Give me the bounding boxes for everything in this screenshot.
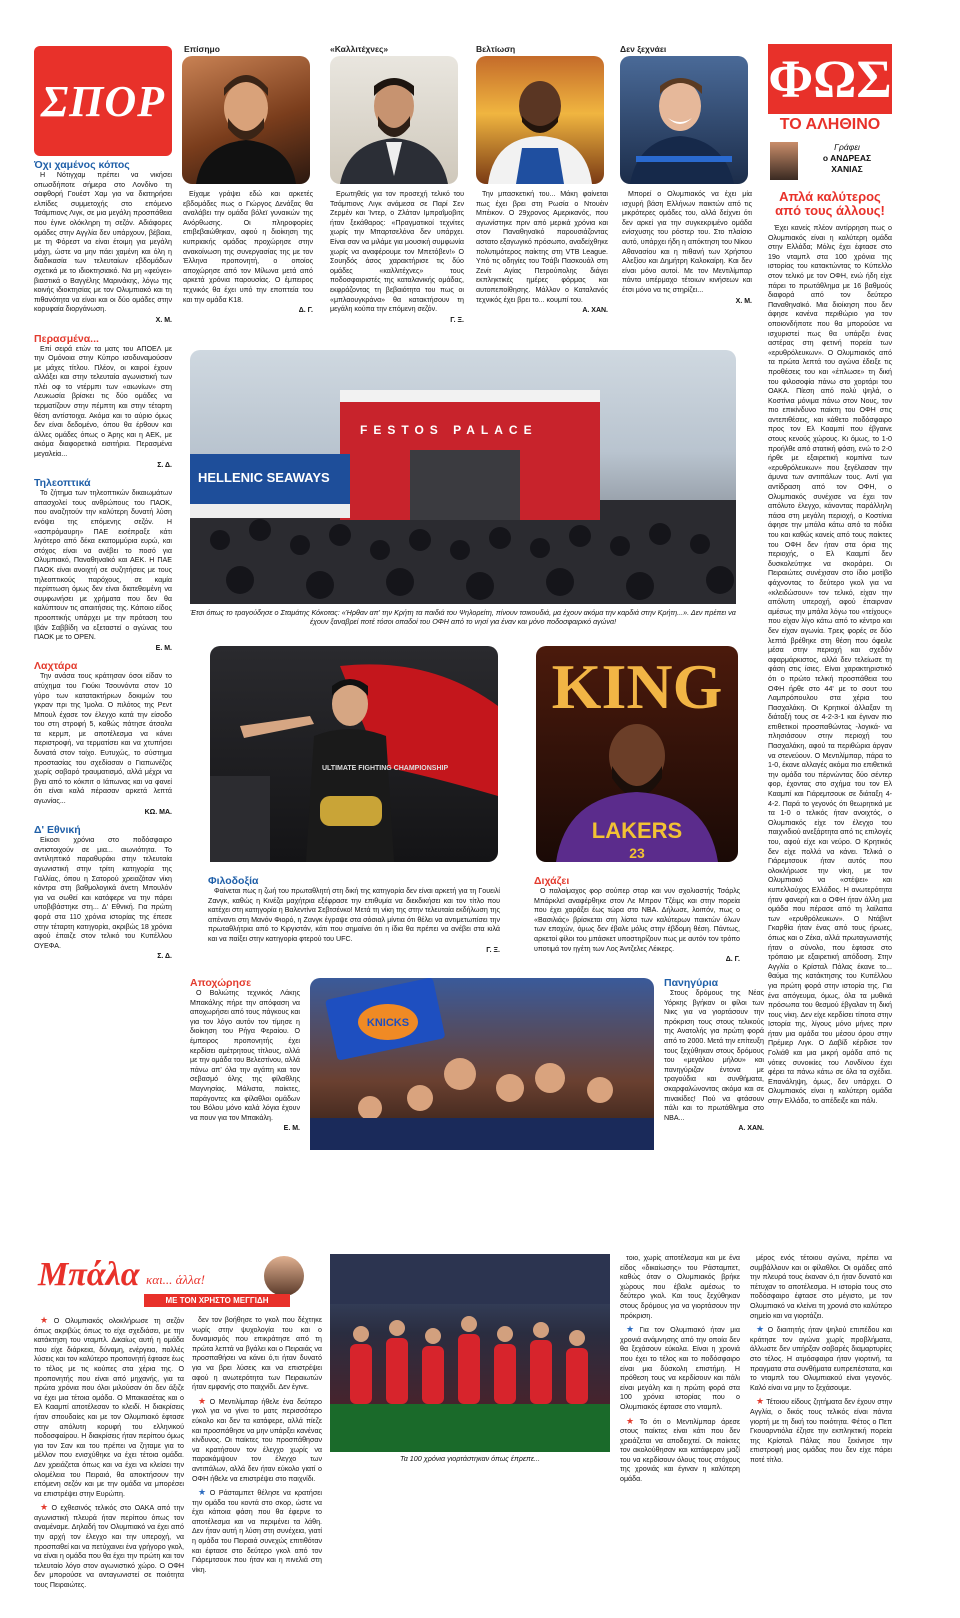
mid-sig-1: Ε. Μ. — [283, 1125, 300, 1133]
knicks-photo — [310, 978, 654, 1150]
king-scene — [536, 646, 738, 862]
col1-sig-3: Ε. Μ. — [155, 644, 172, 652]
mpala-logo — [34, 1256, 320, 1308]
king-word: KING — [551, 651, 723, 722]
ferry-scene — [190, 350, 736, 604]
mpala-body-1: ★ Ο Ολυμπιακός ολοκλήρωσε τη σεζόν όπως ακριβώς όπως το είχε σχεδιάσει, με την κατάκτηση του νταμπλ. Δικαίως αυτή η ομάδα που είχε διάρκεια, δύναμη, ενέργεια, πολλές λύσεις και τον καλύτερο προπονητή έφτασε έως το τέλος με τις κούπες στα χέρια της. Ο προπονητής που είναι από μηχανής, για τα πρώτα χρόνια που όλοι μιλούσαν ότι δεν άξιζε να έχει μια τέτοια ομάδα. Ο Μπακασέτας και ο Ελ Κααμπί αποτέλεσαν το κλειδί. Η διακρίσεις ήταν σπουδαίες και με τον Ολυμπιακό έφτασε στην απόλυτη κορυφή του ελληνικού ποδοσφαίρου. Η διακρίσεις ήταν περίπου όμως για τον Σαν και του πρέπει να ζηταμε για το μέλλον που ενισχύθηκε να έχει τέτοια ομάδα. Δεν χρειάζεται όπως και να έχει να κλείσει την ολομέλεια του Πειραιά, θα αποκτήσουν την επόμενη σεζόν και με την ομάδα να μπορέσει να επιστρέψει στην Ευρώπη. — [34, 1315, 184, 1498]
mpala-body-1b: ★ Ο εχθεσινός τελικός στο ΟΑΚΑ από την αγωνιστική πλευρά ήταν περίπου όπως τον αναμέναμε. Δηλαδή τον Ολυμπιακό να έχει από την αρχή τον έλεγχο και την υπεροχή, να προσπαθεί και να πετύχαινει ένα γρήγορο γκολ, να είναι η ομάδα που θα έχει την πρώτη και τον τελευταίο λόγο στον αγωνιστικό χώρο. Ο ΟΦΗ δεν μπορούσε να ανταγωνιστεί σε ποιότητα τους Πειραιώτες. — [34, 1502, 184, 1590]
col1-body-5: Είκοσι χρόνια στο ποδόσφαιρο αντιστοιχούν σε μια... αιωνιότητα. Το αντιληπτικό παραθυράκι στην τελευταία αγωνιστική στην τρίτη κατηγορία της Γαλλίας, όπου η Σατορού χρειαζόταν νίκη κόντρα στη βαθμολογικά άνετη Μπουλόν για να σωθεί και κατάφερε να την πάρει υποβιβάστηκε στη... Δ' Εθνική. Για πρώτη φορά στα 110 χρόνια ιστορίας της έπεσε στην τέταρτη κατηγορία, ακριβώς 18 χρόνια αφού έπαιζε στον τελικό του Κυπέλλου ΟΥΕΦΑ. — [34, 836, 172, 950]
top-sig-2: Γ. Ξ. — [450, 316, 464, 324]
top-tags — [180, 44, 760, 56]
ufc-body: Φαίνεται πως η ζωή του πρωταθλητή στη δική της κατηγορία δεν είναι αρκετή για τη Γουειλί Ζανγκ, καθώς η Κινέζα μαχήτρια εξέφρασε την επιθυμία να διεκδικήσει και τον τίτλο που κατέχει στη κατηγορία η Βαλεντίνα Σεβτσένκο! Μετά τη νίκη της στην τελευταία εκδήλωση της απέναντι στη Μανόν Φιορό, η Ζανγκ έγραψε στα σόσιαλ μίντια ότι θέλει να αντιμετωπίσει την πρωταθλήτρια από το Κιργιστάν, κάτι που σημαίνει ότι η ίδια θα πρέπει να ανέβει στα κιλά και να παίξει στην κατηγορία φτερού του UFC. — [208, 887, 500, 943]
col1-body-1: Η Νότιγχαμ πρέπει να νικήσει οπωσδήποτε σήμερα στο Λονδίνο τη σαφθορή Γουέστ Χαμ για να διατηρήσει ελπίδες συμμετοχής στο επόμενο Τσάμπιονς Λιγκ, σε μια μεγάλη προσπάθεια που έγινε ολόκληρη τη σεζόν. Αδιάφορες ομάδες στην Αγγλία δεν υπάρχουν, βέβαια, με τη Φόρεστ να είναι έτοιμη για μεγάλη μάχη, ώστε να μην πάει χαμένη και όλη η διαδικασία των τελευταίων εβδομάδων σχετικά με το ιδιοκτησιακό. Να μη «φεύγει» βιαστικά ο Βαγγέλης Μαρινάκης, λόγω της κοινής ιδιοκτησίας με τον Ολυμπιακό και τη πιθανότητα να είναι και οι δύο ομάδες στην κορυφαία διοργάνωση. — [34, 171, 172, 314]
mpala-body-1-text: Ο Ολυμπιακός ολοκλήρωσε τη σεζόν όπως ακριβώς όπως το είχε σχεδιάσει, με την κατάκτηση του νταμπλ. Δικαίως αυτή η ομάδα που είχε διάρκεια, δύναμη, ενέργεια, πολλές λύσεις και τον καλύτερο προπονητή έφτασε έως το τέλος με τις κούπες στα χέρια της. Ο προπονητής που είναι από μηχανής, για τα πρώτα χρόνια που όλοι μιλούσαν ότι δεν άξιζε να έχει μια τέτοια ομάδα. Ο Μπακασέτας και ο Ελ Κααμπί αποτέλεσαν το κλειδί. Η διακρίσεις ήταν σπουδαίες και με τον Ολυμπιακό έφτασε στην απόλυτη κορυφή του ελληνικού ποδοσφαίρου. Η διακρίσεις ήταν περίπου όμως για τον Σαν και του πρέπει να ζηταμε για το μέλλον που ενισχύθηκε να έχει τέτοια ομάδα. Δεν χρειάζεται όπως και να έχει να κλείσει την ολομέλεια του Πειραιά, θα αποκτήσουν την επόμενη σεζόν και με την ομάδα να μπορέσει να επιστρέψει στην Ευρώπη. — [34, 1317, 184, 1498]
col1-head-2: Περασμένα... — [34, 332, 99, 345]
ufc-head: Φιλοδοξία — [208, 875, 259, 887]
mpala-body-4c-text: Τέτοιου είδους ζητήματα δεν έχουν στην Αγγλία, ο δικός τους τελικός είναι πάντα γιορτή με τη δική του ποιότητα. Φέτος ο Πεπ Γκουαρντιόλα έζησε την εκπληκτική πορεία της Κρίσταλ Πάλας που ξεκίνησε την επιστροφή μιας ομάδας που δεν είχε πάρει ποτέ τίτλο. — [750, 1398, 892, 1464]
mpala-body-3b: ★ Για τον Ολυμπιακό ήταν μια χρονιά ανάμνησης από την οποία δεν θα ξεχάσουν εύκολα. Είναι η χρονιά που έχει το τέλος και το ποδόσφαιρο είναι μια δύσκολη επιστήμη. Η πρόθεση τους να κερδίσουν και πάλι είναι μεγάλη και η πρώτη φορά στα 100 χρόνια ιστορίας που ο Ολυμπιακός έφτασε στο νταμπλ. — [620, 1324, 740, 1411]
fos-subtitle: ΤΟ ΑΛΗΘΙΝΟ — [779, 116, 881, 133]
top-article-2 — [330, 190, 464, 340]
fos-logo-text: ΦΩΣ — [768, 49, 892, 109]
mpala-body-3b-text: Για τον Ολυμπιακό ήταν μια χρονιά ανάμνησης από την οποία δεν θα ξεχάσουν εύκολα. Είναι η χρονιά που έχει το τέλος και το ποδόσφαιρο είναι μια δύσκολη επιστήμη. Η πρόθεση τους να κερδίσουν και πάλι είναι μεγάλη και η πρώτη φορά στα 100 χρόνια ιστορίας που ο Ολυμπιακός έφτασε στο νταμπλ. — [620, 1326, 740, 1411]
mid-sig-2: Α. ΧΑΝ. — [738, 1125, 764, 1133]
ufc-photo — [210, 646, 498, 862]
fos-byline — [770, 140, 892, 184]
top-body-2: Ερωτηθείς για τον προσεχή τελικό του Τσάμπιονς Λιγκ ανάμεσα σε Παρί Σεν Ζερμέν και Ίντερ, ο Ζλάταν Ιμπραΐμοβιτς ήταν ξεκάθαρος: «Πραγματικοί τεχνίτες χωρίς την Μπαρτσελόνα δεν υπάρχει. Είναι σαν να μιλάμε για μουσική συμφωνία χωρίς να αναφέρουμε τον Μπετόβεν!» Ο Σουηδός άσος χαρακτήρισε τις δύο ομάδες «καλλιτέχνες» τους ποδοσφαιριστές της καταλανικής ομάδας, εκφράζοντας τη βεβαιότητα του πως οι «μπλαουγκράνα» θα κατακτήσουν τη μεγάλη κούπα την επόμενη σεζόν. — [330, 190, 464, 314]
fans — [358, 1058, 613, 1120]
king-jersey-num: 23 — [629, 845, 645, 861]
byline-line-3: ΧΑΝΙΑΣ — [831, 164, 863, 174]
col1-body-3: Το ζήτημα των τηλεοπτικών δικαιωμάτων απασχολεί τους ανθρώπους του ΠΑΟΚ, που αναζητούν την καλύτερη δυνατή λύση ενόψει της επόμενης σεζόν. Η «ασπρόμαυρη» ΠΑΕ εισέπραξε κάτι λιγότερο από δέκα εκατομμύρια ευρώ, και στόχος είναι να ανέβει το ποσό για Ολυμπιακό, Παναθηναϊκό και ΑΕΚ. Η ΠΑΕ ΠΑΟΚ είναι ανοιχτή σε συζητήσεις με τους τηλεοπτικούς παρόχους, σε καμία περίπτωση όμως δεν είναι διατεθειμένη να συμφωνήσει με χρήματα που δεν θα καλύπτουν τις απαιτήσεις της. Κάποιο είδος προοπτικής υπάρχει με την πρόταση του Ιβάν Σαββίδη να εξεταστεί ο αγώνας του ΠΑΟΚ με το OPEN. — [34, 489, 172, 642]
mpala-body-1b-text: Ο εχθεσινός τελικός στο ΟΑΚΑ από την αγωνιστική πλευρά ήταν περίπου όπως τον αναμέναμε. Δηλαδή τον Ολυμπιακό να έχει από την αρχή τον έλεγχο και την υπεροχή, να προσπαθεί και να πετύχαινει ένα γρήγορο γκολ, να είναι η ομάδα που θα έχει την πρώτη και τον τελευταίο λόγο στον αγωνιστικό χώρο. Ο ΟΦΗ δεν μπορούσε να ανταγωνιστεί σε ποιότητα τους Πειραιώτες. — [34, 1504, 184, 1590]
ship-name: FESTOS PALACE — [360, 423, 538, 437]
col1-head-5: Δ' Εθνική — [34, 824, 81, 837]
col1-sig-2: Σ. Δ. — [157, 461, 172, 469]
col1-sig-5: Σ. Δ. — [157, 953, 172, 961]
mpala-body-4b: ★ Ο διαιτητής ήταν ψηλού επιπέδου και κράτησε τον αγώνα χωρίς προβλήματα, άλλωστε δεν υπήρξαν σοβαρές διαμαρτυρίες στο τέλος. Η ατμόσφαιρα ήταν γιορτινή, τα πραγματα στα συνθήματα ευπρεπέστατα, και το νταμπλ του Ολυμπιακού είναι γεγονός. Καλό είναι να μην το ξεχάσουμε. — [750, 1324, 892, 1392]
king-photo — [536, 646, 738, 862]
mpala-col-3 — [620, 1254, 740, 1610]
mpala-body-4c: ★ Τέτοιου είδους ζητήματα δεν έχουν στην Αγγλία, ο δικός τους τελικός είναι πάντα γιορτή με τη δική του ποιότητα. Φέτος ο Πεπ Γκουαρντιόλα έζησε την εκπληκτική πορεία της Κρίσταλ Πάλας που ξεκίνησε την επιστροφή μιας ομάδας που δεν είχε πάρει ποτέ τίτλο. — [750, 1396, 892, 1464]
top-sig-3: Α. ΧΑΝ. — [582, 307, 608, 315]
top-body-4: Μπορεί ο Ολυμπιακός να έχει μία ισχυρή βάση Ελλήνων παικτών από τις μικρότερες ομάδες του, αλλά δείχνει ότι δεν αρκεί για την συγκεκριμένο ομάδα ενίσχυσης του ρόστερ του. Στο πλαίσιο αυτό, υπάρχει ήδη η απόκτηση του Νίκου Αθανασίου και η πιθανή των Χρήστου Αλεξίου και Δημήτρη Καλοκαίρη. Και δεν είναι μόνο αυτοί. Με τον Μεντιλίμπαρ πάντα υπέρμαχο τέτοιων κινήσεων και έτσι μόνο να τις στηρίζει... — [622, 190, 752, 294]
ferry-photo — [190, 350, 736, 604]
celebration-scene — [330, 1254, 610, 1452]
mpala-body-2: δεν τον βοήθησε το γκολ που δέχτηκε νωρίς στην ψυχολογία του και ο δυναμισμός που επικράτησε από τη πρώτα λεπτά να βγάλει και ο Πειραιάς να προσπαθήσει να κάνει ό,τι ήταν δυνατό για να βρει λύσεις και να επιστρέψει αφού η ανωτερότητα των Πειραιωτών ήταν εμφανής στο παιχνίδι. Δεν έγινε. — [192, 1316, 322, 1392]
king-sig: Δ. Γ. — [725, 956, 740, 964]
mpala-body-2c-text: Ο Ράσταμπετ θέλησε να κρατήσει την ομάδα του κοντά στο σκορ, ώστε να έχει κάποια φάση που θα έφερνε το αποτέλεσμα και να περιμένει τα λάθη. Δεν ήταν αυτή η λύση στη συνέχεια, γιατί η ομάδα του Πειραιά συνεχώς επιτιθόταν και έφτασε στο δεύτερο γκολ από τον Γιάρεμτσουκ που ήταν και η πινελιά στη νίκη. — [192, 1489, 322, 1574]
portrait-figure-2 — [330, 56, 458, 184]
mid-body-1: Ο Βολιώτης τεχνικός Λάκης Μπακάλης πήρε την απόφαση να αποχωρήσει από τους πάγκους και για τον λόγο αυτόν τον τίμησε η διοίκηση του Ρήγα Φεραίου. Ο έμπειρος προπονητής έχει κερδίσει αμέτρητους τίτλους, αλλά με την ομάδα του Βελεστίνου, αλλά πάνω απ' όλα την αγάπη και τον σεβασμό όλης της φίλαθλης Μαγνησίας. Μάλιστα, παίκτες, παράγοντες και φίλαθλοι ομάδων του Βόλου μόνο καλά λόγια έχουν να πουν για τον Μπακάλη. — [190, 989, 300, 1122]
col1-body-2: Επί σειρά ετών τα ματς του ΑΠΟΕΛ με την Ομόνοια στην Κύπρο ισοδυναμούσαν με μάχες τίτλου. Πλέον, οι καιροί έχουν αλλάξει και στην τελευταία αγωνιστική των πλέι οφ το ντέρμπι των «αιωνίων» στη Λευκωσία βρίσκει τις δύο ομάδες να τερματίζουν στην πέμπτη και στην τέταρτη θέση αντίστοιχα. Ακόμα και το αύριο όμως δεν είναι δεδομένο, όπου θα έρθουν και άλλες ομάδες όπως ο Άρης και η ΑΕΚ, με ακόμα διαφορετικά εισιτήρια. Περασμένα μεγαλεία... — [34, 344, 172, 459]
tag-3: Βελτίωση — [476, 44, 516, 54]
top-sig-1: Δ. Γ. — [298, 307, 313, 315]
top-article-1 — [183, 190, 313, 326]
knicks-scene — [310, 978, 654, 1150]
mpala-body-3c: ★ Το ότι ο Μεντιλίμπαρ άρεσε στους παίκτες είναι κάτι που δεν χρειάζεται να αποδειχτεί. Οι παίκτες τον ακολούθησαν και κατάφεραν μαζί του να κερδίσουν όλους τους στόχους της χρονιάς και έγιναν η καλύτερη ομάδα. — [620, 1415, 740, 1484]
fos-headline: Απλά καλύτερος από τους άλλους! — [775, 189, 885, 218]
tag-4: Δεν ξεχνάει — [620, 44, 667, 54]
byline-line-1: Γράφει — [834, 142, 860, 152]
king-head: Διχάζει — [534, 875, 570, 887]
mpala-body-4: μέρος ενός τέτοιου αγώνα, πρέπει να συμβάλλουν και οι φίλαθλοι. Οι ομάδες από την πλευρά τους έκαναν ό,τι ήταν δυνατό και πέτυχαν το αποτέλεσμα. Η ιστορία τους στο ποδόσφαιρο έφτασε στο μέγιστο, με τον Ολυμπιακό να κλείνει τη χρονιά στο καλύτερο σημείο και να γιορτάζει. — [750, 1254, 892, 1320]
mpala-subtitle: και... άλλα! — [146, 1272, 205, 1287]
tag-1: Επίσημο — [184, 44, 220, 54]
mpala-body-2b: ★ Ο Μεντιλίμπαρ ήθελε ένα δεύτερο γκολ για να γίνει το ματς περισσότερο εύκολο και δεν τα κατάφερε, αλλά πίεζε και προσπάθησε να μην υπάρξει κανένας κίνδυνος. Οι παίκτες του προσπάθησαν να κρατήσουν τον έλεγχο χωρίς να παρακάμψουν τον έλεγχο των αντιπάλων, αλλά δεν ήταν εύκολο γιατί ο ΟΦΗ ήθελε να επιστρέψει στο παιχνίδι. — [192, 1395, 323, 1483]
mpala-body-2b-text: Ο Μεντιλίμπαρ ήθελε ένα δεύτερο γκολ για να γίνει το ματς περισσότερο εύκολο και δεν τα κατάφερε, αλλά πίεζε και προσπάθησε να μην υπάρξει κανένας κίνδυνος. Οι παίκτες του προσπάθησαν να κρατήσουν τον έλεγχο χωρίς να παρακάμψουν τον έλεγχο των αντιπάλων, αλλά δεν ήταν εύκολο γιατί ο ΟΦΗ ήθελε να επιστρέψει στο παιχνίδι. — [192, 1397, 323, 1483]
king-jersey: LAKERS — [591, 818, 683, 843]
fos-logo — [768, 44, 892, 114]
knicks-sign: KNICKS — [366, 1017, 410, 1029]
mpala-col-1 — [34, 1316, 184, 1612]
portrait-figure-1 — [182, 56, 310, 184]
players — [350, 1334, 588, 1404]
col1-head-3: Τηλεοπτικά — [34, 477, 91, 490]
ferry-caption: Έτσι όπως το τραγούδησε ο Σταμάτης Κόκοτας: «Ήρθαν απ' την Κρήτη τα παιδιά του Ψηλορείτη, πίνουν τσικουδιά, μα έχουν ακόμα την καρδιά στην Κρήτη...». Δεν πρέπει να έχουν ξαναβρεί ποτέ τόσοι οπαδοί του ΟΦΗ από το νησί για έναν και μόνο ποδοσφαιρικό αγώνα! — [190, 608, 736, 626]
celebration-caption: Τα 100 χρόνια γιορτάστηκαν όπως έπρεπε... — [399, 1454, 541, 1463]
mpala-band: ΜΕ ΤΟΝ ΧΡΗΣΤΟ ΜΕΓΓΙΔΗ — [144, 1294, 290, 1307]
portrait-ibrahimovic — [330, 56, 458, 184]
section-title: ΣΠΟΡ — [40, 76, 166, 126]
ufc-sig: Γ. Ξ. — [486, 946, 500, 954]
portrait-denaxas — [182, 56, 310, 184]
top-body-1: Είχαμε γράψει εδώ και αρκετές εβδομάδες πως ο Γιώργος Δενάξας θα αναλάβει την ομάδα βόλεϊ γυναικών της Ανόρθωσης. Οι πληροφορίες επιβεβαιώθηκαν, αφού η διοίκηση της κυπριακής ομάδας προχώρησε στην ανακοίνωση της συνεργασίας της με τον Έλληνα προπονητή, ο οποίος αποχώρησε από τον Μίλωνα μετά από αρκετά χρόνια παρουσίας. Ο έμπειρος τεχνικός θα έχει υπό την εποπτεία του και την ομάδα Κ18. — [183, 190, 313, 304]
mid-head-1: Αποχώρησε — [190, 977, 252, 989]
col1-head-4: Λαχτάρα — [34, 660, 78, 673]
mpala-author-avatar — [264, 1256, 304, 1296]
ufc-article — [208, 875, 500, 954]
mid-body-2: Στους δρόμους της Νέας Υόρκης βγήκαν οι φίλοι των Νικς για να γιορτάσουν την πρόκριση τους στους τελικούς της Ανατολής για πρώτη φορά από το 2000. Μετά την επίτευξη τους ξεχύθηκαν στους δρόμους του «μεγάλου μήλου» και πανηγύριζαν έντονα με τραγούδια και συνθήματα, σκαρφαλώνοντας ακόμα και σε πινακίδες! Πού να φτάσουν πάλι και το πρωτάθλημα στο NBA... — [664, 989, 764, 1122]
top-article-3 — [476, 190, 608, 340]
top-article-4 — [622, 190, 752, 330]
portrait-figure-4 — [620, 56, 748, 184]
king-article — [534, 875, 740, 964]
celebration-photo — [330, 1254, 610, 1452]
author-avatar — [770, 142, 798, 180]
byline-line-2: ο ΑΝΔΡΕΑΣ — [822, 153, 872, 163]
col1-head-1: Όχι χαμένος κόπος — [34, 159, 130, 171]
portrait-figure-3 — [476, 56, 604, 184]
mpala-body-4b-text: Ο διαιτητής ήταν ψηλού επιπέδου και κράτησε τον αγώνα χωρίς προβλήματα, άλλωστε δεν υπήρξαν σοβαρές διαμαρτυρίες στο τέλος. Η ατμόσφαιρα ήταν γιορτινή, τα πραγματα στα συνθήματα ευπρεπέστατα, και το νταμπλ του Ολυμπιακού είναι γεγονός. Καλό είναι να μην το ξεχάσουμε. — [750, 1326, 892, 1392]
ship-label: HELLENIC SEAWAYS — [198, 470, 330, 485]
top-body-3: Την μπασκετική του... Μάκη φαίνεται πως έχει βρει στη Ρωσία ο Ντουέιν Μπέικον. Ο 29χρονος Αμερικανός, που αγωνίστηκε πριν από μερικά χρόνια και στον Παναθηναϊκό παρουσιάζοντας αστατο εξαγωγικό πρόσωπο, αναδείχθηκε πολυτιμότερος παίκτης στη VTB League. Υπό τις οδηγίες του Τσάβι Πασκουάλ στη Ζενίτ Αγίας Πετρούπολης διάγει εκπληκτικές ημέρες φόρμας και αυτοπεποίθησης. Μάλλον ο Καταλανός τεχνικός έχει βρει το... κουμπί του. — [476, 190, 608, 304]
portrait-bacon — [476, 56, 604, 184]
mid-article-2 — [664, 978, 764, 1158]
mpala-body-3c-text: Το ότι ο Μεντιλίμπαρ άρεσε στους παίκτες είναι κάτι που δεν χρειάζεται να αποδειχτεί. Οι παίκτες τον ακολούθησαν και κατάφεραν μαζί του να κερδίσουν όλους τους στόχους της χρονιάς και έγιναν η καλύτερη ομάδα. — [620, 1417, 740, 1484]
mpala-body-2c: ★ Ο Ράσταμπετ θέλησε να κρατήσει την ομάδα του κοντά στο σκορ, ώστε να έχει κάποια φάση που θα έφερνε το αποτέλεσμα και να περιμένει τα λάθη. Δεν ήταν αυτή η λύση στη συνέχεια, γιατί η ομάδα του Πειραιά συνεχώς επιτιθόταν και έφτασε στο δεύτερο γκολ από τον Γιάρεμτσουκ που ήταν και η πινελιά στη νίκη. — [192, 1487, 322, 1574]
portrait-alexiou — [620, 56, 748, 184]
mpala-col-2 — [192, 1316, 322, 1612]
king-body: Ο παλαίμαχος φορ σούπερ σταρ και νυν σχολιαστής Τσάρλς Μπάρκλεϊ αναφέρθηκε στον Λε Μπρον Τζέιμς και στην πορεία που έχει χαράξει έως τώρα στο NBA. Δήλωσε, λοιπόν, πως ο «Βασιλιάς» βρίσκεται στη λίστα των καλύτερων παικτών όλων των εποχών, όμως δεν έβαλε μόλις στην έβδομη θέση. Πάντως, αρκετοί φίλοι του μπάσκετ υποστηρίζουν πως με αυτόν τον τρόπο υποτιμά τον ηγέτη των Λος Άντζελες Λέικερς. — [534, 887, 740, 953]
col1-body-4: Την ανάσα τους κράτησαν όσοι είδαν το ατύχημα του Γιούκι Τσουνόντα στον 10 γύρο των κατατακτήριων δοκιμών του γκραν πρι της Ίμολα. Ο πιλότος της Ρεντ Μπουλ έχασε τον έλεγχο κατά την είσοδο του στη στροφή 5, καθώς πάτησε άτσαλα τα κερμπ, με αποτέλεσμα να κάνει περιστροφή, να τερματίσει και να χτυπήσει δυνατά στον τοίχο. Ευτυχώς, το σύστημα προστασίας του σχεδίασαν ο Γιαπωνέζος χωρίς σοβαρό τραυματισμό, αλλά μέχρι να βγει από το κόκπιτ ο Ιάπωνας και να φανεί ότι είναι καλά πέρασαν αρκετά λεπτά αγωνίας... — [34, 672, 172, 806]
fos-body-text: Έχει κανείς πλέον αντίρρηση πως ο Ολυμπιακός είναι η καλύτερη ομάδα στην Ελλάδα; Μόλις έχει έφτασε στο 19ο νταμπλ στα 100 χρόνια της ιστορίας του κατακτώντας το Κύπελλο στον τελικό με τον ΟΦΗ, ενώ ήδη είχε πάρει το πρωτάθλημα με 16 βαθμούς διαφορά από τον δεύτερο Παναθηναϊκό. Μια διοίκηση που δεν άφησε κανένα περιθώριο για τον οποιονδήποτε που θα μπορούσε να ισχυριστεί πως θα υπάρξει ένας αστέρας στη φετινή πορεία των «ερυθρόλευκων». Ο Ολυμπιακός από τα πρώτα λεπτά του αγώνα έδειξε τις προθέσεις του και «έπλωσε» τη δική του φιλοσοφία πάνω στο χορτάρι του ΟΑΚΑ. Πίεση από πολύ ψηλά, ο Κοστίνια μόνιμα πάνω στον Νους, τον πιο επικίνδυνο παίκτη του ΟΦΗ στις αντεπιθέσεις, και κάθετο ποδόσφαιρο προς τον Ελ Κααμπί που έβγαινε στους κενούς χώρους. Κι όμως, το 1-0 προήλθε από στατική φάση, ενώ το 2-0 ήρθε με εξαιρετική κομπίνα των «ερυθρόλευκων» που ξεγέλασαν την άμυνα των αντιπάλων τους. Αντί για αντίδραση από τον ΟΦΗ, ο Ολυμπιακός συνέχισε να έχει τον απόλυτο έλεγχο, κάνοντας παράλληλη πάσα στη μεγάλη περιοχή, ο Κοστίνια άφησε την μπάλα κάτω από τα πόδια του και καθώς κανείς από τους παίκτες του ΟΦΗ δεν ήταν στα όρια της περιοχής, ο Ελ Κααμπί δεν δυσκολεύτηκε να σκοράρει. Οι Πειραιώτες συνέχισαν στο ίδιο μοτίβο φάχνοντας το δεύτερο γκολ για να «κλειδώσουν» τον τελικό, είχαν την απόλυτη υπεροχή, αφού έπαιρναν αμέσως την μπάλα λόγω του «τείχους» που είχαν λίγο κάτω από το κέντρο και δεν είχαν αγωνία. Τρεις φορές σε δύο λεπτά βρέθηκε στη θέση που όφειλε μέσα στην περιοχή και σχεδόν αφαρμάρκιστος, αλλά δεν τελείωσε τη φάση στις ίσιες. Είναι χαρακτηριστικό ότι ο πρώτο τελική προσπάθεια του ΟΦΗ ήρθε στο 44' με το σουτ του Λαμπρόπουλου στα χέρια του Πασχαλάκη. Οι Κρητικοί άλλαξαν τη διάταξή τους σε 4-2-3-1 και έγιναν πιο επιθετικοί προσπαθώντας -λογικά- να πλησιάσουν στην περιοχή του Πασχαλάκη, αφού τα περιθώρια άργαν να στενεύουν. Ο Μεντιλίμπαρ, πάρα το 1-0, έκανε αλλαγές ακόμα πιο επιθετικά την ομάδα του πέρνώντας δύο σέντερ φορ, έχοντας στο σχήμα του τον Ελ Κααμπί και Γιάρεμτσουκ σε διάταξη 4-4-2. Παρά το γεγονός ότι θεωρητικά με τα 1-0 ο τελικός ήταν ανοιχτός, ο Ολυμπιακός είχε τον έλεγχο του παιχνιδιού ανεξάρτητα από τις επιλογές του, αφού είχε και νεύρο. Ο Κρητικός δεν είχε πολλά να κάνει. Τελικά ο Γιάρεμτσουκ ήταν αυτός που ολοκλήρωσε την νίκη, με τον Ολυμπιακό να «στέψει» και κυπελλούχος Ελλάδος. Η ανωτερότητα ήταν φανερή και ο ΟΦΗ ήταν άλλη μια ομάδα που πέρασε από τη λαίλαπα των «ερυθρόλευκων». Ο Ντάβιντ Γκαρθία ήταν ένας από τους ήρωες, όπως και ο Ζέκα, αλλά πρωταγωνιστής ήταν ο σύνολο, που έφτασε στο τρόπαιο με εξαιρετική απόδοση. Στην Αγγλία ο Κρίσταλ Πάλας έκανε το... θαύμα της κατάκτησης του Κυπέλλου για πρώτη φορά στην ιστορία της. Για ένα απόγευμα, όμως, όλα τα μυθικά πρόσωπα του θεσμού έβγαλαν τη δική τους νίκη. Δεν είχε κερδίσει τίποτα στην Ιστορία της, λίγους μόνο μήνες πριν ήταν μια ομάδα του μέσου όρου στην Πρέμιερ Λιγκ. Ο Δαβίδ κέρδισε τον Γολιάθ και μια μικρή ομάδα από τις νότιες συνοικίες του Λονδίνου έχει φέρει τα πάνω κάτω σε όλα τα σχέδια. Επανάληψη, όμως, δεν υπάρχει. Ο Ολυμπιακός είναι η καλύτερη ομάδα στην Ελλάδα, το απέδειξε και πάλι. — [768, 224, 892, 1106]
ufc-scene — [210, 646, 498, 862]
mpala-col-4 — [750, 1254, 892, 1610]
top-sig-4: Χ. Μ. — [735, 297, 752, 305]
col1-sig-4: ΚΩ. ΜΑ. — [144, 808, 172, 816]
mpala-body-3: τοιο, χωρίς αποτέλεσμα και με ένα είδος «δικαίωσης» του Ράσταμπετ, καθώς όταν ο Ολυμπιακός βρήκε χώρους που έβαλε αμέσως το δεύτερο γκολ. Και τους ξεχύθηκαν στους δρόμους για να γιορτάσουν την πρόκριση. — [620, 1254, 740, 1320]
ufc-belt-text: ULTIMATE FIGHTING CHAMPIONSHIP — [322, 765, 449, 772]
mpala-title: Μπάλα — [38, 1256, 140, 1293]
mid-article-1 — [190, 978, 300, 1150]
fos-body — [768, 224, 892, 1174]
tag-2: «Καλλιτέχνες» — [330, 44, 389, 54]
section-title-badge — [34, 46, 172, 156]
mid-head-2: Πανηγύρια — [664, 977, 719, 989]
col1-sig-1: Χ. Μ. — [155, 316, 172, 324]
byline-text — [802, 142, 892, 175]
